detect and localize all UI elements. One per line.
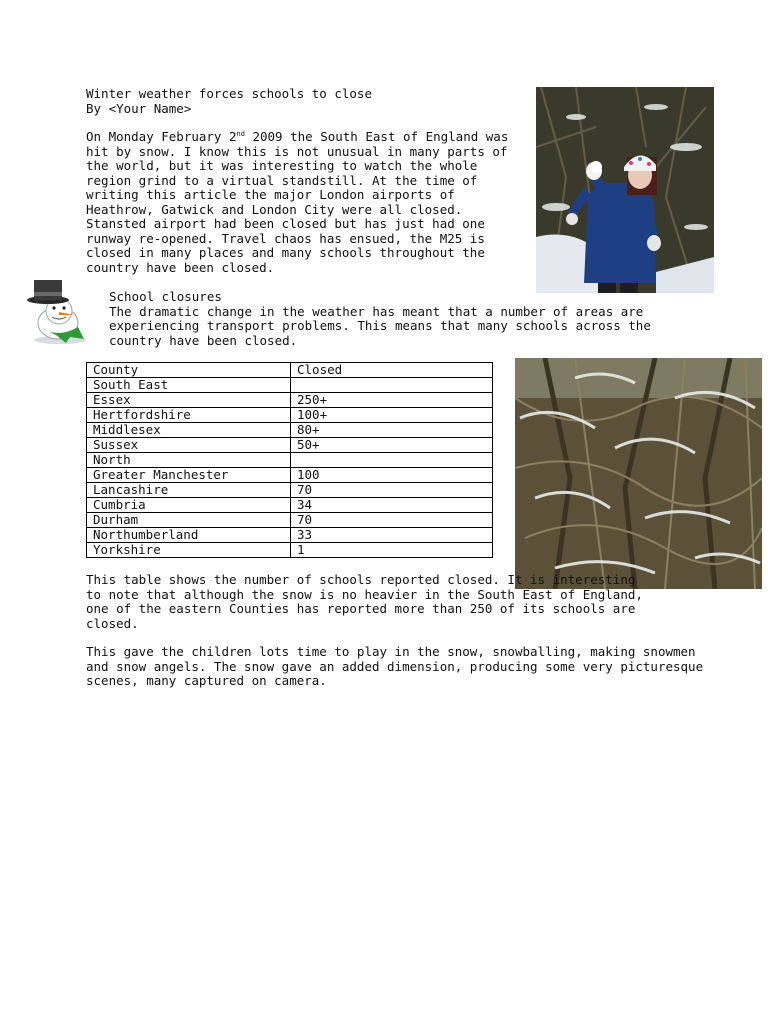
table-row [87,423,493,438]
closed-cell: 70 [291,513,493,528]
county-cell: Sussex [87,438,291,453]
article-title: Winter weather forces schools to close [86,86,372,101]
closed-cell: 50+ [291,438,493,453]
table-row [87,468,493,483]
section-heading: School closures [109,289,222,304]
county-cell: Lancashire [87,483,291,498]
closed-cell [291,453,493,468]
ordinal-suffix: nd [236,130,245,138]
county-cell: Middlesex [87,423,291,438]
photo-girl-snowball [536,87,714,293]
table-row [87,483,493,498]
snowy-trees-photo [515,358,762,589]
table-row [87,393,493,408]
county-cell: Yorkshire [87,543,291,558]
closures-table-wrapper [86,362,493,558]
table-row [87,543,493,558]
closed-cell: 100 [291,468,493,483]
table-commentary-paragraph: This table shows the number of schools reported closed. It is interesting to note that although the snow is no heavier in the South East of England, one of the eastern Counties has reported more than 250 of its schools are closed. [86,572,643,631]
closed-cell: 100+ [291,408,493,423]
closures-table [86,362,493,558]
table-row [87,453,493,468]
snowman-clipart [26,277,92,347]
closing-paragraph: This gave the children lots time to play in the snow, snowballing, making snowmen and snow angels. The snow gave an added dimension, producing some very picturesque scenes, many captured on camera. [86,644,704,688]
closed-cell: 34 [291,498,493,513]
header-cell-county: County [87,363,291,378]
table-row [87,498,493,513]
closed-cell: 33 [291,528,493,543]
girl-throwing-snowball-photo [536,87,714,293]
closed-cell: 80+ [291,423,493,438]
table-row [87,513,493,528]
photo-snowy-trees [515,358,762,589]
header-cell-closed: Closed [291,363,493,378]
intro-paragraph [86,130,526,275]
table-row [87,528,493,543]
county-cell: South East [87,378,291,393]
article-byline: By <Your Name> [86,100,192,116]
county-cell: Essex [87,393,291,408]
section-text: The dramatic change in the weather has meant that a number of areas are experiencing transport problems. This means that many schools across the country have been closed. [109,303,651,348]
county-cell: North [87,453,291,468]
closed-cell: 250+ [291,393,493,408]
article-header [86,87,526,116]
county-cell: Hertfordshire [87,408,291,423]
closed-cell: 1 [291,543,493,558]
county-cell: Greater Manchester [87,468,291,483]
school-closures-section [109,290,669,348]
snowman-icon [26,277,92,347]
table-row [87,378,493,393]
county-cell: Northumberland [87,528,291,543]
table-row [87,438,493,453]
table-header-row [87,363,493,378]
county-cell: Durham [87,513,291,528]
table-row [87,408,493,423]
county-cell: Cumbria [87,498,291,513]
closed-cell [291,378,493,393]
closed-cell: 70 [291,483,493,498]
intro-text-start: On Monday February 2 [86,129,237,144]
intro-text-rest: 2009 the South East of England was hit by snow. I know this is not unusual in many parts of the world, but it was interesting to watch the whole region grind to a virtual standstill. At the time of writing this article the major London airports of Heathrow, Gatwick and London City were all closed. Stansted airport had been closed but has just had one runway re-opened. Travel chaos has ensued, the M25 is closed in many places and many schools throughout the country have been closed. [86,129,509,275]
